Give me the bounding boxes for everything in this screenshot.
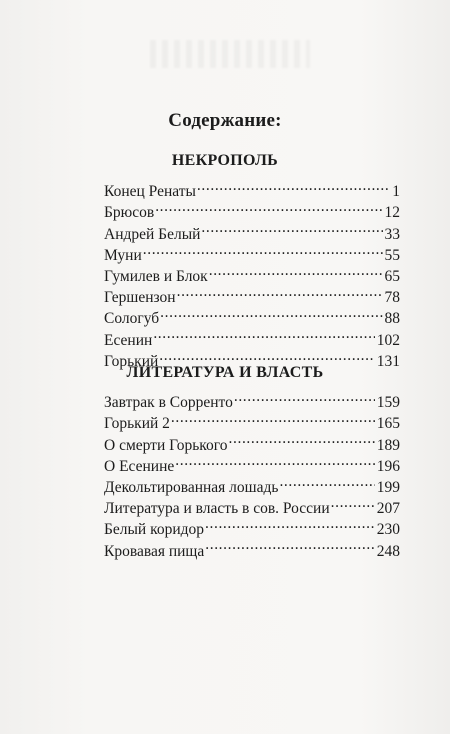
toc-entry-title: О смерти Горького <box>104 436 228 454</box>
toc-entry-title: Декольтированная лошадь <box>104 478 279 496</box>
section-heading-necropolis: НЕКРОПОЛЬ <box>171 152 279 169</box>
show-through-text <box>150 40 310 68</box>
dot-leader <box>155 196 382 217</box>
toc-entry-page: 230 <box>376 521 400 539</box>
dot-leader <box>171 407 375 428</box>
toc-entry-title: Завтрак в Сорренто <box>104 394 233 412</box>
toc-entry-page: 12 <box>384 204 400 222</box>
dot-leader <box>279 471 374 492</box>
toc-entry-page: 189 <box>376 436 400 454</box>
dot-leader <box>153 323 374 344</box>
toc-entry <box>104 260 400 285</box>
toc-entry-title: О Есенине <box>104 457 175 475</box>
dot-leader <box>197 175 390 196</box>
toc-entry-page: 131 <box>376 352 400 370</box>
toc-entry-title: Сологуб <box>104 310 160 328</box>
section-heading-literature-and-power: ЛИТЕРАТУРА И ВЛАСТЬ <box>126 364 324 381</box>
dot-leader <box>159 345 374 366</box>
toc-list-literature-and-power <box>104 386 400 560</box>
toc-list-necropolis <box>104 175 400 370</box>
dot-leader <box>331 492 375 513</box>
dot-leader <box>143 239 383 260</box>
toc-entry-page: 78 <box>384 289 400 307</box>
toc-entry-title: Андрей Белый <box>104 225 201 243</box>
toc-entry-page: 196 <box>376 457 400 475</box>
toc-entry-page: 88 <box>384 310 400 328</box>
dot-leader <box>160 302 382 323</box>
toc-entry-title: Белый коридор <box>104 521 205 539</box>
toc-title: Содержание: <box>168 110 282 131</box>
dot-leader <box>209 260 383 281</box>
toc-entry-title: Гершензон <box>104 289 176 307</box>
toc-entry-page: 33 <box>384 225 400 243</box>
toc-entry-page: 65 <box>384 267 400 285</box>
toc-entry-title: Брюсов <box>104 204 155 222</box>
toc-entry-page: 55 <box>384 246 400 264</box>
toc-entry-title: Кровавая пища <box>104 542 205 560</box>
toc-entry-title: Есенин <box>104 331 153 349</box>
toc-entry-title: Гумилев и Блок <box>104 267 208 285</box>
dot-leader <box>205 513 375 534</box>
toc-entry-page: 102 <box>376 331 400 349</box>
toc-entry-title: Литература и власть в сов. России <box>104 500 330 518</box>
toc-entry <box>104 239 400 264</box>
toc-entry-page: 1 <box>392 183 400 201</box>
dot-leader <box>175 450 375 471</box>
toc-entry-title: Конец Ренаты <box>104 183 196 201</box>
toc-entry-title: Горький 2 <box>104 415 170 433</box>
toc-entry-page: 207 <box>376 500 400 518</box>
toc-entry-page: 165 <box>376 415 400 433</box>
dot-leader <box>229 428 375 449</box>
toc-entry-page: 159 <box>376 394 400 412</box>
dot-leader <box>201 217 382 238</box>
dot-leader <box>177 281 383 302</box>
toc-entry-title: Горький <box>104 352 159 370</box>
toc-entry-title: Муни <box>104 246 142 264</box>
toc-entry <box>104 386 400 412</box>
toc-entry <box>104 175 400 201</box>
toc-entry-page: 248 <box>376 542 400 560</box>
dot-leader <box>234 386 375 407</box>
dot-leader <box>205 534 375 555</box>
toc-entry-page: 199 <box>376 478 400 496</box>
